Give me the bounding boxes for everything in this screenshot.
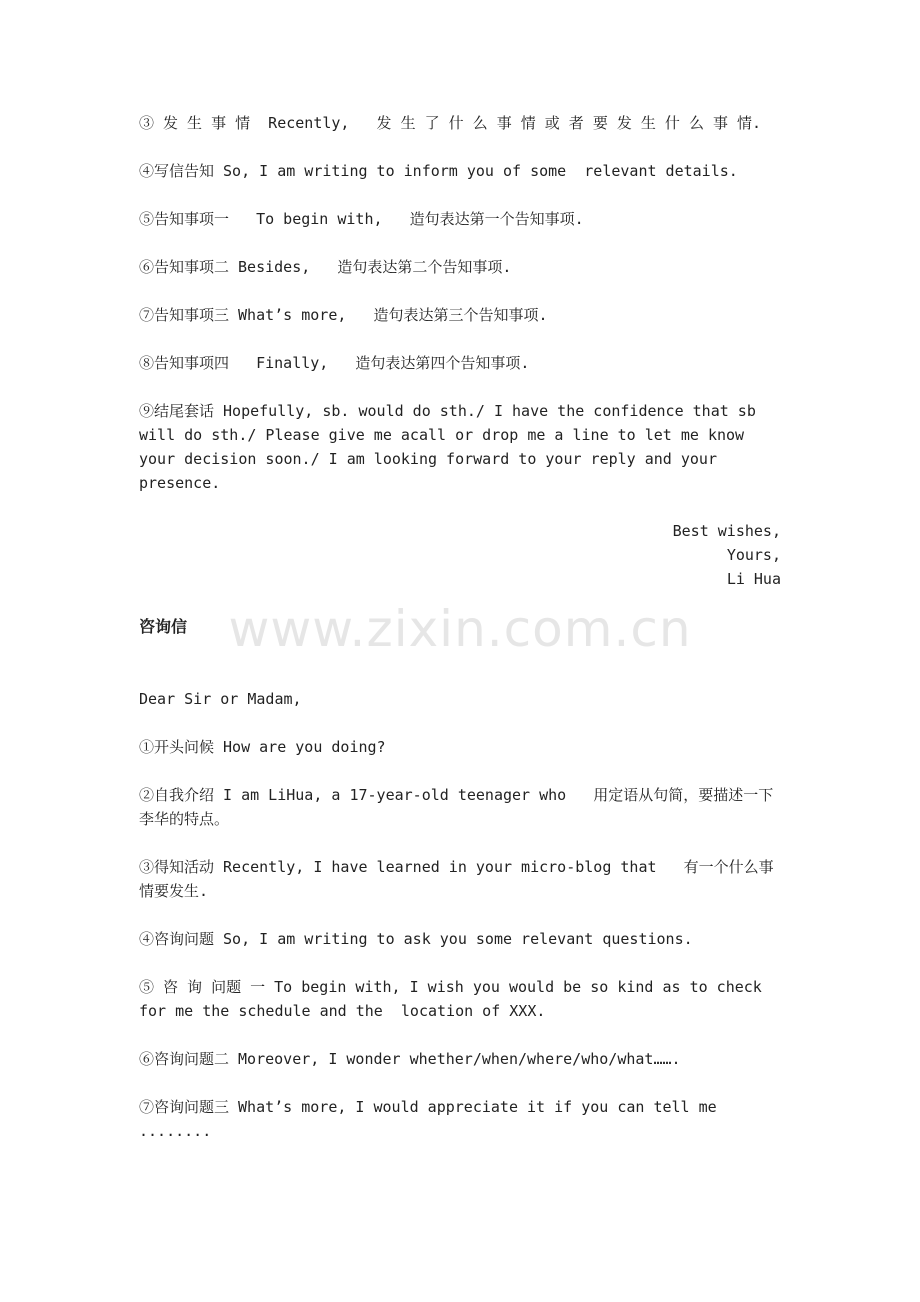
- inquiry-purpose: ④咨询问题 So, I am writing to ask you some relevant questions.: [139, 930, 693, 948]
- section-heading: 咨询信: [139, 617, 188, 636]
- document-page: [139, 111, 781, 1167]
- paragraph-item-three: ⑦告知事项三 What’s more, 造句表达第三个告知事项.: [139, 306, 548, 324]
- closing-name: Li Hua: [726, 570, 781, 588]
- inquiry-question-two: ⑥咨询问题二 Moreover, I wonder whether/when/where/who/what…….: [139, 1050, 681, 1068]
- paragraph-event: ③ 发 生 事 情 Recently, 发 生 了 什 么 事 情 或 者 要 发 生 什 么 事 情.: [139, 114, 762, 132]
- paragraph-item-four: ⑧告知事项四 Finally, 造句表达第四个告知事项.: [139, 354, 530, 372]
- greeting: Dear Sir or Madam,: [139, 690, 302, 708]
- letter-closing: [139, 519, 781, 591]
- paragraph-item-two: ⑥告知事项二 Besides, 造句表达第二个告知事项.: [139, 258, 512, 276]
- inquiry-greeting: ①开头问候 How are you doing?: [139, 738, 386, 756]
- inquiry-question-three: ⑦咨询问题三 What’s more, I would appreciate it if you can tell me ........: [139, 1098, 726, 1140]
- paragraph-item-one: ⑤告知事项一 To begin with, 造句表达第一个告知事项.: [139, 210, 584, 228]
- closing-yours: Yours,: [726, 546, 781, 564]
- watermark: www.zixin.com.cn: [228, 600, 692, 658]
- inquiry-introduction: ②自我介绍 I am LiHua, a 17-year-old teenager who 用定语从句简，要描述一下李华的特点。: [139, 786, 774, 828]
- inquiry-activity: ③得知活动 Recently, I have learned in your micro-blog that 有一个什么事情要发生.: [139, 858, 774, 900]
- paragraph-ending: ⑨结尾套话 Hopefully, sb. would do sth./ I have the confidence that sb will do sth./ Please give me acall or drop me a line to let me know your decision soon./ I am looking forward to your reply and your presence.: [139, 402, 765, 492]
- paragraph-inform: ④写信告知 So, I am writing to inform you of some relevant details.: [139, 162, 738, 180]
- inquiry-question-one: ⑤ 咨 询 问题 一 To begin with, I wish you would be so kind as to check for me the schedule and the location of XXX.: [139, 978, 771, 1020]
- closing-wishes: Best wishes,: [672, 522, 781, 540]
